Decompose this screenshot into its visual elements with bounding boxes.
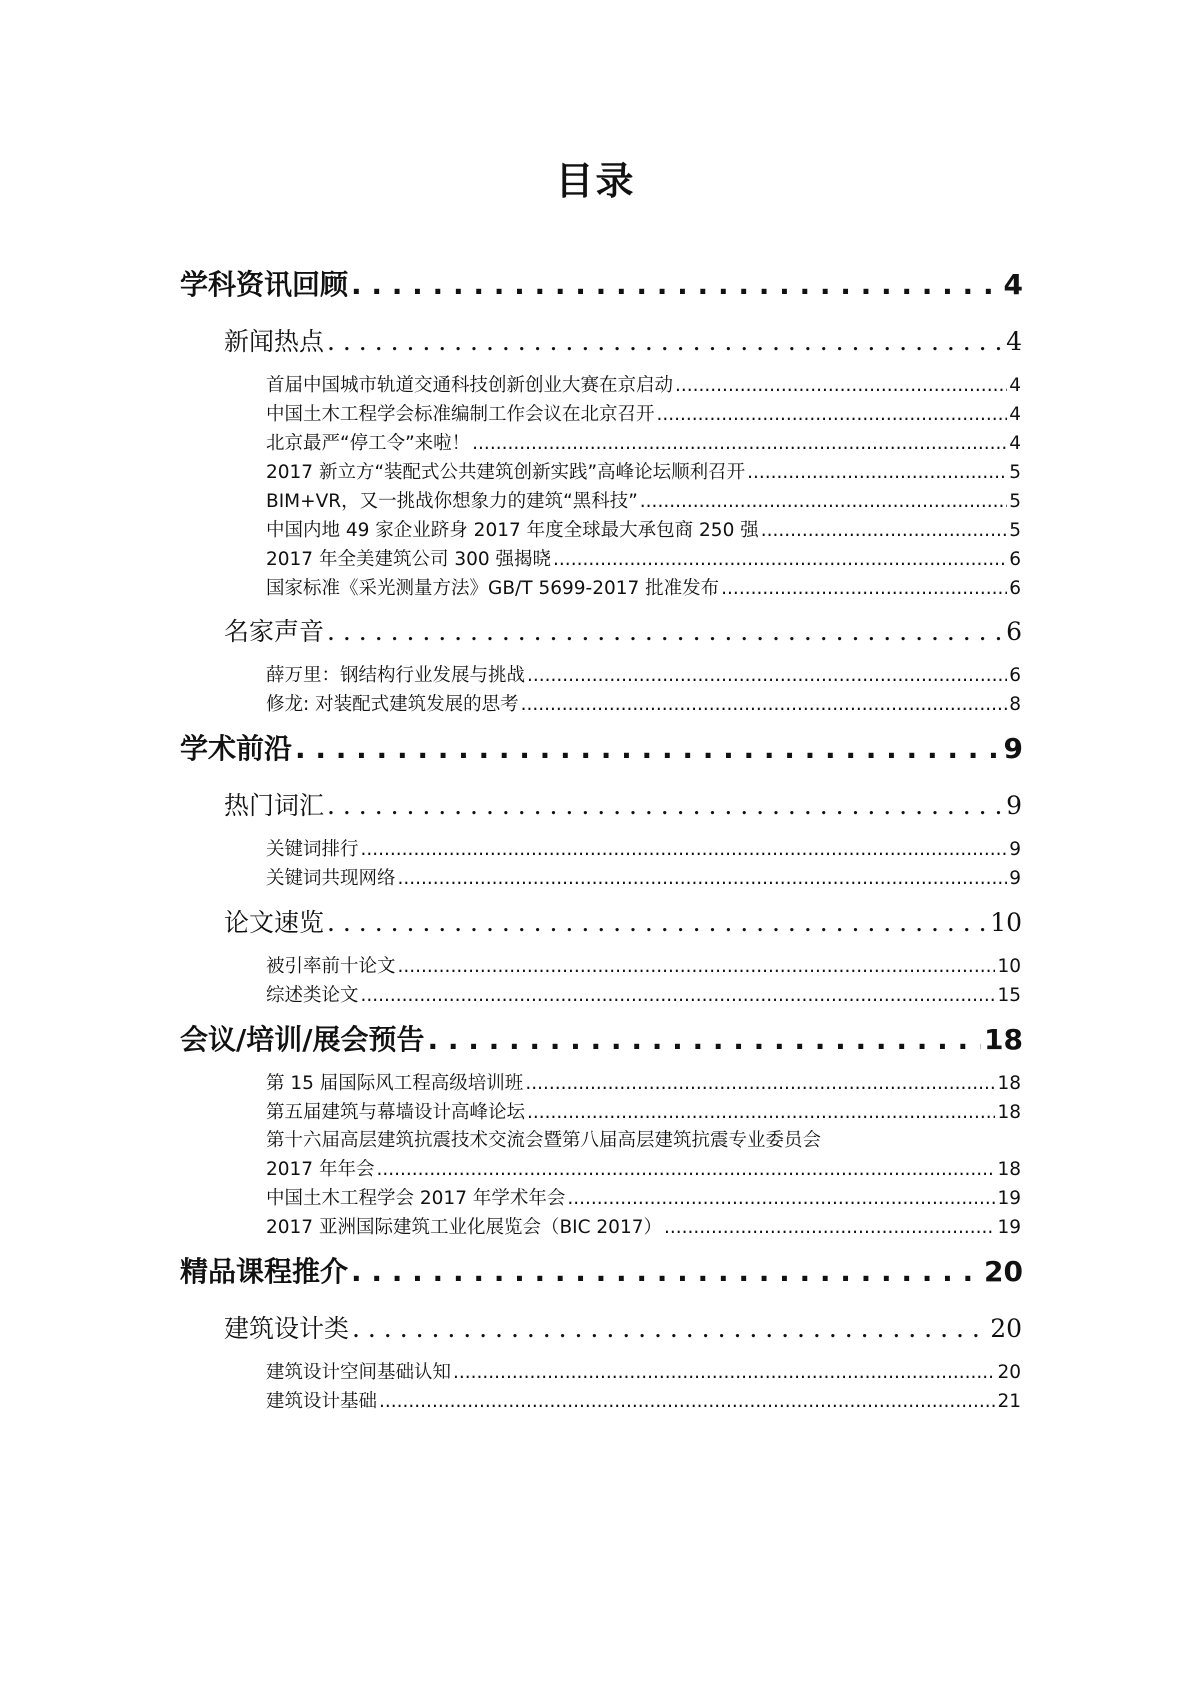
toc-page-number: 9 (1006, 791, 1022, 820)
dot-leader (761, 520, 1008, 541)
toc-page-number: 20 (984, 1255, 1023, 1288)
toc-page-number: 6 (1009, 665, 1021, 686)
toc-entry-article[interactable] (266, 458, 1021, 484)
dot-leader (379, 1391, 995, 1412)
toc-page-number: 5 (1009, 462, 1021, 483)
toc-page-number: 18 (997, 1073, 1021, 1094)
dot-leader (295, 732, 1001, 765)
toc-page-number: 5 (1009, 520, 1021, 541)
toc-entry-text: 建筑设计空间基础认知 (266, 1362, 452, 1383)
toc-entry-subsection[interactable] (224, 322, 1022, 356)
toc-entry-section[interactable] (180, 263, 1023, 303)
toc-entry-article[interactable] (266, 952, 1021, 978)
toc-page-number: 9 (1009, 839, 1021, 860)
toc-entry-text: 被引率前十论文 (266, 956, 396, 977)
dot-leader (527, 1102, 995, 1123)
dot-leader (553, 549, 1007, 570)
toc-entry-article[interactable] (266, 574, 1021, 600)
toc-entry-text: 会议/培训/展会预告 (180, 1023, 425, 1056)
toc-page-number: 9 (1003, 732, 1023, 765)
toc-page-number: 18 (997, 1102, 1021, 1123)
dot-leader (351, 1255, 981, 1288)
toc-page-number: 6 (1009, 549, 1021, 570)
toc-page-number: 4 (1009, 433, 1021, 454)
toc-entry-article[interactable] (266, 981, 1021, 1007)
toc-entry-text: 第五届建筑与幕墙设计高峰论坛 (266, 1102, 526, 1123)
toc-entry-article[interactable] (266, 545, 1021, 571)
dot-leader (327, 791, 1003, 820)
toc-entry-section[interactable] (180, 1018, 1023, 1058)
toc-entry-text: 中国土木工程学会 2017 年学术年会 (266, 1188, 566, 1209)
toc-page-number: 18 (984, 1023, 1023, 1056)
dot-leader (472, 433, 1007, 454)
toc-page-number: 6 (1009, 578, 1021, 599)
dot-leader (427, 1023, 981, 1056)
toc-page-number: 10 (997, 956, 1021, 977)
toc-entry-text: 首届中国城市轨道交通科技创新创业大赛在京启动 (266, 375, 674, 396)
toc-page-number: 21 (997, 1391, 1021, 1412)
dot-leader (361, 985, 996, 1006)
toc-page-number: 4 (1006, 327, 1022, 356)
dot-leader (527, 665, 1007, 686)
toc-entry-section[interactable] (180, 1250, 1023, 1290)
toc-entry-text: 修龙: 对装配式建筑发展的思考 (266, 694, 519, 715)
toc-entry-text: 名家声音 (224, 617, 325, 646)
toc-entry-article[interactable] (266, 1184, 1021, 1210)
toc-entry-text: 2017 年全美建筑公司 300 强揭晓 (266, 549, 552, 570)
toc-entry-text: 建筑设计基础 (266, 1391, 378, 1412)
dot-leader (398, 956, 996, 977)
toc-page-number: 4 (1009, 375, 1021, 396)
toc-entry-text: 精品课程推介 (180, 1255, 349, 1288)
toc-entry-text: 国家标准《采光测量方法》GB/T 5699-2017 批准发布 (266, 578, 720, 599)
toc-entry-article[interactable] (266, 1098, 1021, 1124)
toc-entry-text: 学术前沿 (180, 732, 293, 765)
dot-leader (675, 375, 1007, 396)
dot-leader (525, 1073, 995, 1094)
dot-leader (327, 327, 1003, 356)
toc-entry-subsection[interactable] (224, 903, 1022, 937)
toc-entry-article[interactable] (266, 400, 1021, 426)
dot-leader (657, 404, 1008, 425)
toc-entry-article[interactable] (266, 1213, 1021, 1239)
toc-page-number: 18 (997, 1159, 1021, 1180)
dot-leader (398, 868, 1008, 889)
toc-entry-text: 热门词汇 (224, 791, 325, 820)
toc-page-number: 9 (1009, 868, 1021, 889)
toc-entry-article-line1[interactable]: 第十六届高层建筑抗震技术交流会暨第八届高层建筑抗震专业委员会 (266, 1130, 822, 1151)
toc-page-number: 20 (997, 1362, 1021, 1383)
toc-entry-text: 2017 年年会 (266, 1159, 375, 1180)
dot-leader (521, 694, 1008, 715)
toc-entry-text: 论文速览 (224, 908, 325, 937)
toc-page-number: 10 (990, 908, 1022, 937)
toc-page-number: 19 (997, 1188, 1021, 1209)
toc-page-number: 8 (1009, 694, 1021, 715)
toc-entry-text: 关键词排行 (266, 839, 359, 860)
toc-entry-article[interactable] (266, 516, 1021, 542)
toc-entry-subsection[interactable] (224, 1309, 1022, 1343)
dot-leader (640, 491, 1007, 512)
page-title: 目录 (555, 159, 636, 203)
toc-page-number: 4 (1009, 404, 1021, 425)
toc-entry-article[interactable] (266, 1155, 1021, 1181)
toc-entry-text: 北京最严“停工令”来啦！ (266, 433, 471, 454)
dot-leader (351, 268, 1001, 301)
toc-entry-article[interactable] (266, 1387, 1021, 1413)
toc-page-number: 15 (997, 985, 1021, 1006)
toc-entry-text: 建筑设计类 (224, 1314, 350, 1343)
toc-entry-article[interactable] (266, 487, 1021, 513)
toc-entry-text: 2017 新立方“装配式公共建筑创新实践”高峰论坛顺利召开 (266, 462, 746, 483)
toc-page-number: 5 (1009, 491, 1021, 512)
toc-entry-text: 综述类论文 (266, 985, 359, 1006)
toc-entry-article[interactable] (266, 835, 1021, 861)
toc-entry-text: 中国土木工程学会标准编制工作会议在北京召开 (266, 404, 655, 425)
dot-leader (327, 617, 1003, 646)
toc-entry-subsection[interactable] (224, 786, 1022, 820)
dot-leader (376, 1159, 995, 1180)
toc-page-number: 20 (990, 1314, 1022, 1343)
dot-leader (721, 578, 1007, 599)
toc-entry-article[interactable] (266, 1069, 1021, 1095)
toc-entry-text: 新闻热点 (224, 327, 325, 356)
dot-leader (664, 1217, 995, 1238)
toc-entry-article[interactable] (266, 690, 1021, 716)
toc-entry-text: 关键词共现网络 (266, 868, 396, 889)
toc-entry-article[interactable] (266, 661, 1021, 687)
toc-entry-text: 中国内地 49 家企业跻身 2017 年度全球最大承包商 250 强 (266, 520, 759, 541)
toc-entry-section[interactable] (180, 727, 1023, 767)
toc-page-number: 6 (1006, 617, 1022, 646)
toc-entry-text: 薛万里：钢结构行业发展与挑战 (266, 665, 526, 686)
toc-entry-article[interactable] (266, 371, 1021, 397)
dot-leader (567, 1188, 995, 1209)
dot-leader (352, 1314, 987, 1343)
dot-leader (453, 1362, 995, 1383)
toc-page-number: 19 (997, 1217, 1021, 1238)
toc-entry-subsection[interactable] (224, 612, 1022, 646)
toc-entry-text: 第 15 届国际风工程高级培训班 (266, 1073, 524, 1094)
toc-entry-text: BIM+VR，又一挑战你想象力的建筑“黑科技” (266, 491, 638, 512)
toc-entry-text: 2017 亚洲国际建筑工业化展览会（BIC 2017） (266, 1217, 662, 1238)
dot-leader (747, 462, 1007, 483)
toc-entry-article[interactable] (266, 429, 1021, 455)
dot-leader (361, 839, 1008, 860)
toc-entry-text: 学科资讯回顾 (180, 268, 349, 301)
toc-entry-article[interactable] (266, 1358, 1021, 1384)
toc-entry-article[interactable] (266, 864, 1021, 890)
toc-page-number: 4 (1003, 268, 1023, 301)
dot-leader (327, 908, 987, 937)
